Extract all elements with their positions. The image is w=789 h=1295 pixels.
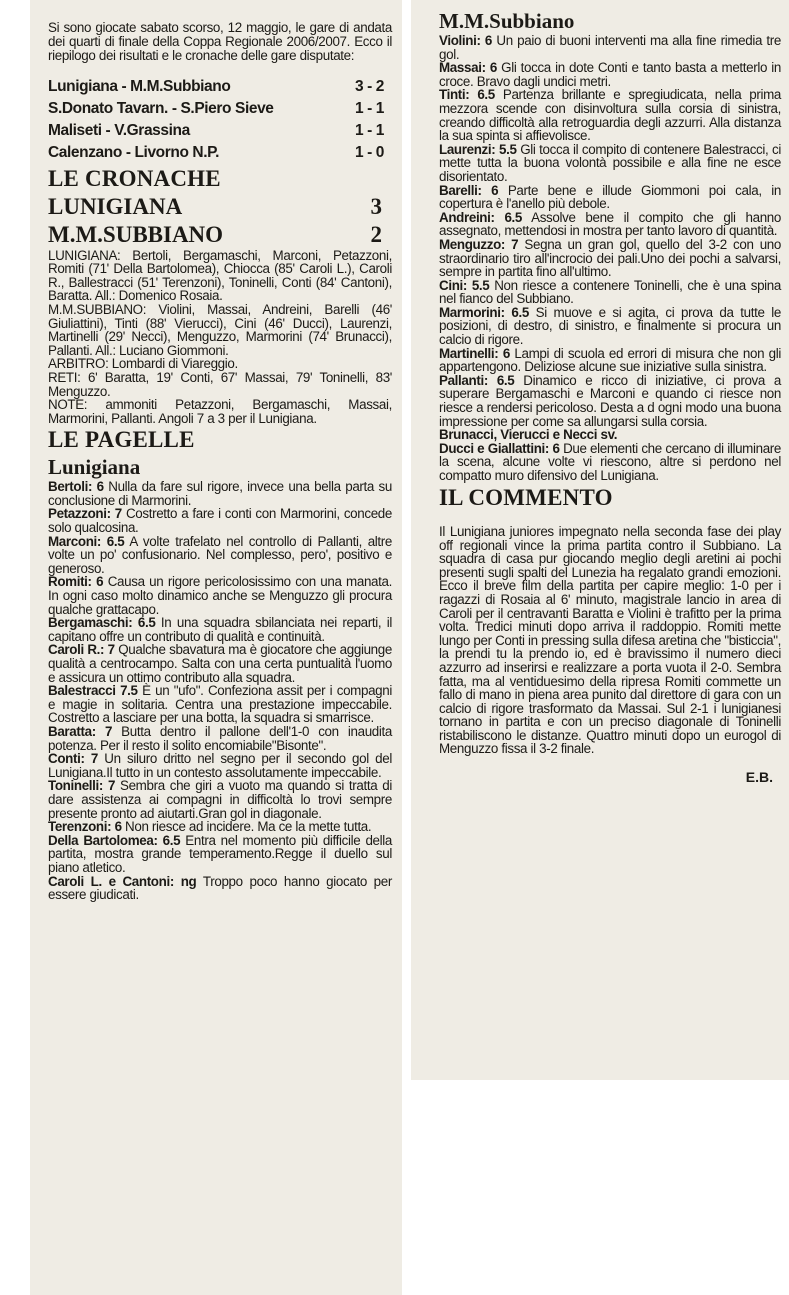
result-row (48, 98, 392, 120)
result-match: S.Donato Tavarn. - S.Piero Sieve (48, 99, 274, 117)
lunigiana-subheading: Lunigiana (48, 455, 141, 480)
player-rating-text: Butta dentro il pallone dell'1-0 con inaudita potenza. Per il resto il solito encomiabile"Bisonte". (48, 723, 392, 753)
player-rating-text: Dinamico e ricco di iniziative, ci prova a superare Bergamaschi e Marconi e quando ci riesce non riesce a rendersi pericoloso. Desta a d ogni modo una buona impressione per come sa allungarsi sulla corsia. (439, 372, 781, 429)
player-rating-text: Qualche sbavatura ma è giocatore che aggiunge qualità a centrocampo. Salta con una certa puntualità l'uomo e assicura un ottimo contributo alla squadra. (48, 642, 392, 685)
player-rating-text: È un "ufo". Confeziona assit per i compagni e magie in solitaria. Centra una prestazione impeccabile. Costretto a lasciare per una botta, la squadra si smarrisce. (48, 683, 392, 726)
lineup-home: LUNIGIANA: Bertoli, Bergamaschi, Marconi, Petazzoni, Romiti (71' Della Bartolomea), Chiocca (85' Caroli L.), Caroli R., Ballestracci (51' Terenzoni), Toninelli, Conti (84' Cantoni), Baratta. All.: Domenico Rosaia. (48, 247, 392, 304)
player-rating (48, 535, 392, 576)
player-rating-text: Costretto a fare i conti con Marmorini, concede solo qualcosina. (48, 506, 393, 536)
subbiano-ratings (439, 34, 781, 483)
player-rating-label: Terenzoni: 6 (48, 819, 122, 835)
player-rating-label: Martinelli: 6 (439, 345, 510, 361)
player-rating (48, 575, 392, 616)
result-match: Lunigiana - M.M.Subbiano (48, 77, 231, 95)
results-list (48, 76, 392, 164)
player-rating (439, 88, 781, 142)
player-rating-label: Baratta: 7 (48, 723, 113, 739)
player-rating-label: Caroli R.: 7 (48, 642, 115, 658)
player-rating-label: Della Bartolomea: 6.5 (48, 832, 181, 848)
team-home-heading (48, 193, 392, 221)
player-rating-label: Pallanti: 6.5 (439, 372, 515, 388)
player-rating-text: Assolve bene il compito che gli hanno assegnato, mettendosi in mostra per tanto lavoro di quantità. (439, 209, 781, 239)
player-rating-text: A volte trafelato nel controllo di Pallanti, altre volte un po' confusionario. Nel complesso, pero', positivo e generoso. (48, 533, 392, 576)
player-rating-label: Barelli: 6 (439, 182, 499, 198)
player-rating-label: Caroli L. e Cantoni: ng (48, 873, 197, 889)
player-rating-text: Nulla da fare sul rigore, invece una bella parta su conclusione di Marmorini. (48, 479, 392, 508)
result-row (48, 76, 392, 98)
player-rating-label: Petazzoni: 7 (48, 506, 122, 522)
player-rating (48, 616, 392, 643)
player-rating (439, 61, 781, 88)
intro-text: Si sono giocate sabato scorso, 12 maggio, le gare di andata dei quarti di finale della Coppa Regionale 2006/2007. Ecco il riepilogo dei risultati e le cronache delle gare disputate: (48, 20, 392, 63)
result-score: 1 - 1 (354, 99, 384, 117)
left-column (30, 0, 402, 1295)
player-rating (439, 347, 781, 374)
player-rating (439, 34, 781, 61)
player-rating (48, 820, 392, 834)
result-row (48, 142, 392, 164)
referee: ARBITRO: Lombardi di Viareggio. (48, 356, 238, 372)
player-rating (439, 279, 781, 306)
player-rating-text: Partenza brillante e spregiudicata, nella prima mezzora scende con disinvoltura sulla corsia di sinistra, creando difficoltà alla retroguardia degli azzurri. Alla distanza la sua spinta si affievolisce. (439, 87, 782, 144)
player-rating-label: Menguzzo: 7 (439, 236, 519, 252)
player-rating-label: Violini: 6 (439, 33, 493, 48)
player-rating (439, 211, 781, 238)
commento-text: Il Lunigiana juniores impegnato nella seconda fase dei play off regionali vince la prima partita contro il Subbiano. La squadra di casa pur giocando meglio degli aretini ai pochi presenti sugli spalti del Lunezia ha regalato grandi emozioni. Ecco il breve film della partita per capire meglio: 1-0 per i ragazzi di Rosaia al 6' minuto, magistrale lancio in area di Caroli per il centravanti Baratta e Violini è trafitto per la prima volta. Tredici minuti dopo arriva il raddoppio. Romiti mette lungo per Conti in pressing sulla difesa aretina che "bisticcia", la prendi tu la prendo io, ed è bravissimo il numero dieci azzurro ad inserirsi e realizzare a porta vuota il 2-0. Sembra fatta, ma al ventiduesimo della ripresa Romiti commette un fallo di mano in piena area punito dal direttore di gara con un calcio di rigore trasformato da Massai. Sul 2-1 i lunigianesi tornano in partita e con un preciso diagonale di Toninelli ristabiliscono le distanze. Quattro minuti dopo un eurogol di Menguzzo fissa il 3-2 finale. (439, 523, 781, 757)
player-rating-label: Marmorini: 6.5 (439, 304, 529, 320)
commento-heading: IL COMMENTO (439, 484, 613, 510)
player-rating-text: In una squadra sbilanciata nei reparti, il capitano offre un contributo di qualità e continuità. (48, 615, 392, 644)
result-score: 1 - 0 (354, 143, 384, 161)
notes: NOTE: ammoniti Petazzoni, Bergamaschi, Massai, Marmorini, Pallanti. Angoli 7 a 3 per il Lunigiana. (48, 397, 392, 426)
player-rating (439, 442, 781, 483)
pagelle-heading: LE PAGELLE (48, 427, 195, 453)
player-rating-text: Parte bene e illude Giommoni poi cala, in copertura è l'anello più debole. (439, 182, 781, 212)
goals: RETI: 6' Baratta, 19' Conti, 67' Massai, 79' Toninelli, 83' Menguzzo. (48, 369, 392, 399)
result-row (48, 120, 392, 142)
player-rating-label: Andreini: 6.5 (439, 209, 523, 225)
cronache-heading: LE CRONACHE (48, 165, 221, 191)
player-rating-text: Si muove e si agita, ci prova da tutte le posizioni, di destro, di sinistro, e finalmente si procura un calcio di rigore. (439, 304, 782, 348)
player-rating (439, 184, 781, 211)
result-match: Maliseti - V.Grassina (48, 121, 190, 139)
result-match: Calenzano - Livorno N.P. (48, 143, 219, 161)
player-rating-text: Lampi di scuola ed errori di misura che non gli appartengono. Deliziose alcune sue iniziative sulla sinistra. (439, 345, 782, 375)
player-rating (48, 507, 392, 534)
player-rating (439, 374, 781, 428)
result-score: 1 - 1 (354, 121, 384, 139)
subbiano-subheading: M.M.Subbiano (439, 9, 575, 33)
player-rating-label: Bergamaschi: 6.5 (48, 615, 156, 631)
player-rating-label: Bertoli: 6 (48, 479, 104, 495)
player-rating-label: Cini: 5.5 (439, 277, 490, 293)
player-rating-text: Gli tocca il compito di contenere Balestracci, ci mette tutta la buona volontà possibile e alla fine ne esce disorientato. (439, 141, 781, 184)
player-rating (48, 834, 392, 875)
player-rating (439, 306, 781, 347)
right-column (411, 0, 789, 1080)
player-rating-label: Laurenzi: 5.5 (439, 141, 517, 157)
player-rating-label: Conti: 7 (48, 751, 98, 767)
team-away-heading (48, 221, 392, 249)
player-rating (48, 752, 392, 779)
player-rating-label: Tinti: 6.5 (439, 87, 495, 103)
lineup-away: M.M.SUBBIANO: Violini, Massai, Andreini, Barelli (46' Giuliattini), Tinti (88' Vierucci), Cini (46' Ducci), Laurenzi, Martinelli (29' Necci), Menguzzo, Marmorini (74' Brunacci), Pallanti. All.: Luciano Giommoni. (48, 301, 392, 358)
player-rating (48, 725, 392, 752)
player-rating-text: Un siluro dritto nel segno per il secondo gol del Lunigiana.Il tutto in un contesto assolutamente impeccabile. (48, 751, 392, 780)
player-rating-label: Romiti: 6 (48, 574, 104, 590)
player-rating-text: Un paio di buoni interventi ma alla fine rimedia tre gol. (439, 33, 781, 62)
player-rating (439, 238, 781, 279)
lunigiana-ratings (48, 480, 392, 901)
team-away-name: M.M.SUBBIANO (48, 221, 224, 247)
player-rating (48, 643, 392, 684)
player-rating (439, 428, 781, 442)
player-rating (48, 480, 392, 507)
player-rating-label: Balestracci 7.5 (48, 683, 138, 699)
player-rating-text: Causa un rigore pericolosissimo con una manata. In ogni caso molto dinamico anche se Menguzzo gli procura qualche grattacapo. (48, 574, 392, 617)
team-away-score: 2 (370, 221, 382, 247)
player-rating-label: Toninelli: 7 (48, 778, 116, 794)
player-rating-text: Gli tocca in dote Conti e tanto basta a metterlo in croce. Bravo dagli undici metri. (439, 60, 781, 89)
player-rating-text: Segna un gran gol, quello del 3-2 con uno straordinario tiro all'incrocio dei pali.Uno dei pochi a salvarsi, sempre in partita fino all'ultimo. (439, 236, 781, 280)
team-home-score: 3 (370, 193, 382, 219)
player-rating-text: Non riesce a contenere Toninelli, che è una spina nel fianco del Subbiano. (439, 277, 781, 307)
player-rating (48, 875, 392, 902)
result-score: 3 - 2 (354, 77, 384, 95)
player-rating-text: Troppo poco hanno giocato per essere giudicati. (48, 873, 392, 903)
team-home-name: LUNIGIANA (48, 193, 183, 219)
player-rating-label: Brunacci, Vierucci e Necci sv. (439, 427, 618, 443)
player-rating-text: Non riesce ad incidere. Ma ce la mette tutta. (121, 819, 372, 835)
player-rating-label: Massai: 6 (439, 60, 497, 76)
player-rating-label: Marconi: 6.5 (48, 533, 125, 549)
player-rating-text: Sembra che giri a vuoto ma quando si tratta di dare assistenza ai compagni in difficoltà lo trovi sempre presente pronto ad aiutarti.Gran gol in diagonale. (48, 778, 392, 821)
player-rating (48, 684, 392, 725)
player-rating-label: Ducci e Giallattini: 6 (439, 440, 560, 456)
player-rating-text: Due elementi che cercano di illuminare la scena, alcune volte vi riescono, altre si perdono nel compatto muro difensivo del Lunigiana. (439, 440, 781, 483)
match-details (48, 249, 392, 426)
author-signature: E.B. (745, 769, 773, 786)
player-rating (48, 779, 392, 820)
player-rating (439, 143, 781, 184)
player-rating-text: Entra nel momento più difficile della partita, mostra grande temperamento.Regge il duello sul piano atletico. (48, 832, 392, 875)
